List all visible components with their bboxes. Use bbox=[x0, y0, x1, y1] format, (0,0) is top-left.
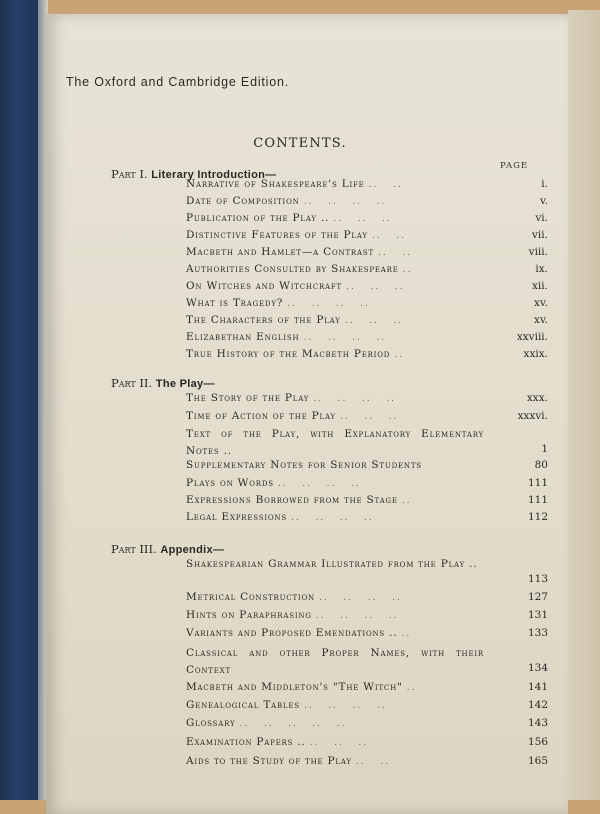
toc-page-number: xv. bbox=[534, 297, 548, 309]
toc-page-number: 133 bbox=[527, 627, 548, 639]
part-3-number: Part III. bbox=[111, 542, 157, 556]
toc-entry: Aids to the Study of the Play .. .. bbox=[186, 755, 391, 767]
toc-page-number: viii. bbox=[528, 246, 548, 258]
toc-page-number: 141 bbox=[527, 681, 548, 693]
page-column-header: PAGE bbox=[500, 161, 529, 171]
toc-entry: Hints on Paraphrasing .. .. .. .. bbox=[186, 609, 399, 621]
toc-entry: True History of the Macbeth Period .. bbox=[186, 348, 405, 360]
toc-entry: On Witches and Witchcraft .. .. .. bbox=[186, 280, 405, 292]
toc-page-number: 156 bbox=[527, 736, 548, 748]
toc-entry: Narrative of Shakespeare's Life .. .. bbox=[186, 178, 403, 190]
part-1-number: Part I. bbox=[111, 167, 148, 181]
toc-page-number: 165 bbox=[527, 755, 548, 767]
toc-entry: The Story of the Play .. .. .. .. bbox=[186, 392, 397, 404]
part-2-heading bbox=[111, 376, 215, 390]
toc-page-number: 142 bbox=[527, 699, 548, 711]
toc-entry: Examination Papers .. .. .. .. bbox=[186, 736, 369, 748]
toc-entry: Expressions Borrowed from the Stage .. bbox=[186, 494, 412, 506]
toc-entry: Macbeth and Middleton's "The Witch" .. bbox=[186, 681, 417, 693]
adjacent-page-edge bbox=[568, 10, 600, 800]
toc-page-number: 113 bbox=[527, 573, 548, 585]
toc-page-number: xxxvi. bbox=[517, 410, 548, 422]
contents-title: CONTENTS. bbox=[253, 136, 347, 151]
toc-page-number: vii. bbox=[532, 229, 548, 241]
part-2-number: Part II. bbox=[111, 376, 153, 390]
toc-entry: Distinctive Features of the Play .. .. bbox=[186, 229, 407, 241]
part-2-title: The Play— bbox=[155, 378, 215, 390]
toc-page-number: 1 bbox=[541, 443, 548, 455]
toc-page-number: 111 bbox=[527, 494, 548, 506]
toc-entry: Classical and other Proper Names, with their Context bbox=[186, 647, 484, 676]
toc-page-number: 127 bbox=[527, 591, 548, 603]
toc-page-number: vi. bbox=[535, 212, 548, 224]
toc-page-number: 134 bbox=[527, 662, 548, 674]
toc-entry: Supplementary Notes for Senior Students bbox=[186, 459, 422, 471]
toc-entry: Glossary .. .. .. .. .. bbox=[186, 717, 347, 729]
part-3-heading bbox=[111, 542, 224, 556]
toc-entry: Shakespearian Grammar Illustrated from the Play .. bbox=[186, 558, 478, 570]
toc-entry: Elizabethan English .. .. .. .. bbox=[186, 331, 387, 343]
toc-entry: Date of Composition .. .. .. .. bbox=[186, 195, 387, 207]
toc-page-number: i. bbox=[541, 178, 548, 190]
toc-entry: Text of the Play, with Explanatory Elementary Notes .. bbox=[186, 428, 484, 457]
toc-entry: Genealogical Tables .. .. .. .. bbox=[186, 699, 387, 711]
toc-entry: What is Tragedy? .. .. .. .. bbox=[186, 297, 370, 309]
toc-page-number: xii. bbox=[532, 280, 548, 292]
toc-entry: The Characters of the Play .. .. .. bbox=[186, 314, 404, 326]
toc-entry: Variants and Proposed Emendations .. .. bbox=[186, 627, 412, 639]
part-3-title: Appendix— bbox=[160, 544, 225, 556]
toc-entry: Legal Expressions .. .. .. .. bbox=[186, 511, 374, 523]
toc-page-number: 112 bbox=[527, 511, 548, 523]
toc-page-number: 80 bbox=[534, 459, 548, 471]
toc-page-number: 111 bbox=[527, 477, 548, 489]
toc-page-number: xxviii. bbox=[516, 331, 548, 343]
edition-heading: The Oxford and Cambridge Edition. bbox=[66, 75, 290, 89]
toc-entry: Time of Action of the Play .. .. .. bbox=[186, 410, 399, 422]
toc-page-number: 143 bbox=[527, 717, 548, 729]
part-1-title: Literary Introduction— bbox=[151, 169, 277, 181]
toc-entry: Macbeth and Hamlet—a Contrast .. .. bbox=[186, 246, 413, 258]
toc-page-number: xv. bbox=[534, 314, 548, 326]
toc-entry: Plays on Words .. .. .. .. bbox=[186, 477, 361, 489]
toc-page-number: 131 bbox=[527, 609, 548, 621]
toc-page-number: ix. bbox=[535, 263, 548, 275]
toc-entry: Metrical Construction .. .. .. .. bbox=[186, 591, 402, 603]
toc-entry: Authorities Consulted by Shakespeare .. bbox=[186, 263, 413, 275]
toc-page-number: xxx. bbox=[526, 392, 548, 404]
toc-page-number: v. bbox=[539, 195, 548, 207]
toc-entry: Publication of the Play .. .. .. .. bbox=[186, 212, 392, 224]
toc-page-number: xxix. bbox=[523, 348, 548, 360]
